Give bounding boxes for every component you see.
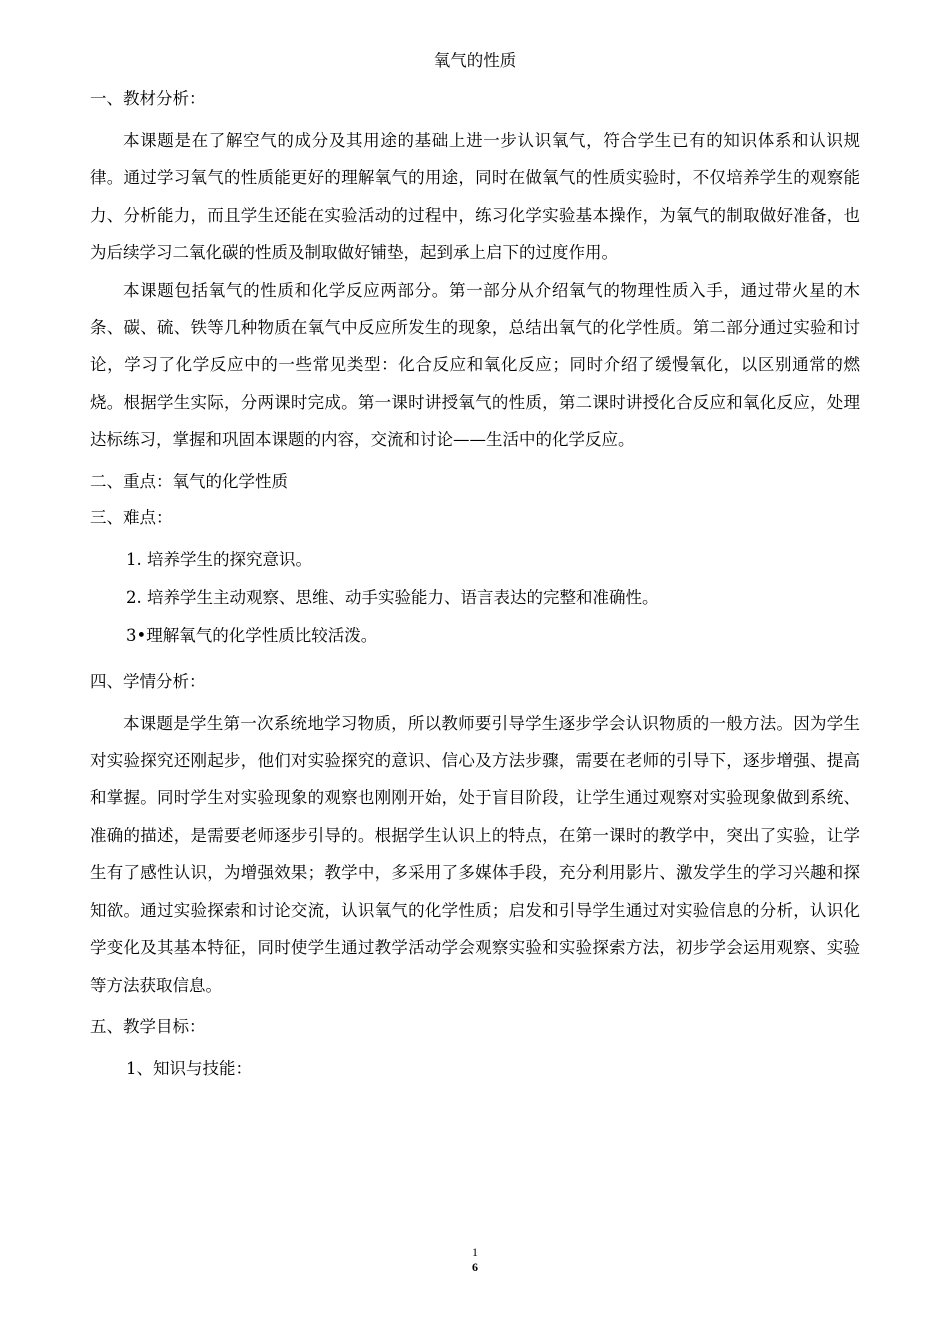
section-heading-student-analysis: 四、学情分析：: [90, 671, 206, 691]
difficulty-item-2: 2. 培养学生主动观察、思维、动手实验能力、语言表达的完整和准确性。: [126, 587, 659, 607]
page-number-top: 1: [472, 1245, 478, 1259]
difficulty-item-1: 1. 培养学生的探究意识。: [126, 549, 312, 569]
section-heading-key-point: 二、重点：氧气的化学性质: [90, 471, 288, 491]
goal-item-knowledge-skills: 1、知识与技能：: [126, 1058, 252, 1078]
section-heading-teaching-goals: 五、教学目标：: [90, 1016, 206, 1036]
section-heading-difficulty: 三、难点：: [90, 507, 173, 527]
document-body: [90, 86, 860, 1088]
paragraph-student-analysis: 本课题是学生第一次系统地学习物质，所以教师要引导学生逐步学会认识物质的一般方法。因为学生对实验探究还刚起步，他们对实验探究的意识、信心及方法步骤，需要在老师的引导下，逐步增强、提高和掌握。同时学生对实验现象的观察也刚刚开始，处于盲目阶段，让学生通过观察对实验现象做到系统、准确的描述，是需要老师逐步引导的。根据学生认识上的特点，在第一课时的教学中，突出了实验，让学生有了感性认识，为增强效果；教学中，多采用了多媒体手段，充分利用影片、激发学生的学习兴趣和探知欲。通过实验探索和讨论交流，认识氧气的化学性质；启发和引导学生通过对实验信息的分析，认识化学变化及其基本特征，同时使学生通过教学活动学会观察实验和实验探索方法，初步学会运用观察、实验等方法获取信息。: [90, 713, 860, 995]
section-heading-teaching-material: 一、教材分析：: [90, 89, 206, 108]
paragraph-material-1: 本课题是在了解空气的成分及其用途的基础上进一步认识氧气，符合学生已有的知识体系和认识规律。通过学习氧气的性质能更好的理解氧气的用途，同时在做氧气的性质实验时，不仅培养学生的观察能力、分析能力，而且学生还能在实验活动的过程中，练习化学实验基本操作，为氧气的制取做好准备，也为后续学习二氧化碳的性质及制取做好铺垫，起到承上启下的过度作用。: [90, 131, 860, 263]
page-number-bottom: 6: [472, 1260, 478, 1274]
document-title: 氧气的性质: [433, 51, 517, 70]
paragraph-material-2: 本课题包括氧气的性质和化学反应两部分。第一部分从介绍氧气的物理性质入手，通过带火星的木条、碳、硫、铁等几种物质在氧气中反应所发生的现象，总结出氧气的化学性质。第二部分通过实验和讨论，学习了化学反应中的一些常见类型：化合反应和氧化反应；同时介绍了缓慢氧化，以区别通常的燃烧。根据学生实际，分两课时完成。第一课时讲授氧气的性质，第二课时讲授化合反应和氧化反应，处理达标练习，掌握和巩固本课题的内容，交流和讨论——生活中的化学反应。: [90, 280, 860, 450]
difficulty-item-3: 3•理解氧气的化学性质比较活泼。: [126, 625, 378, 645]
